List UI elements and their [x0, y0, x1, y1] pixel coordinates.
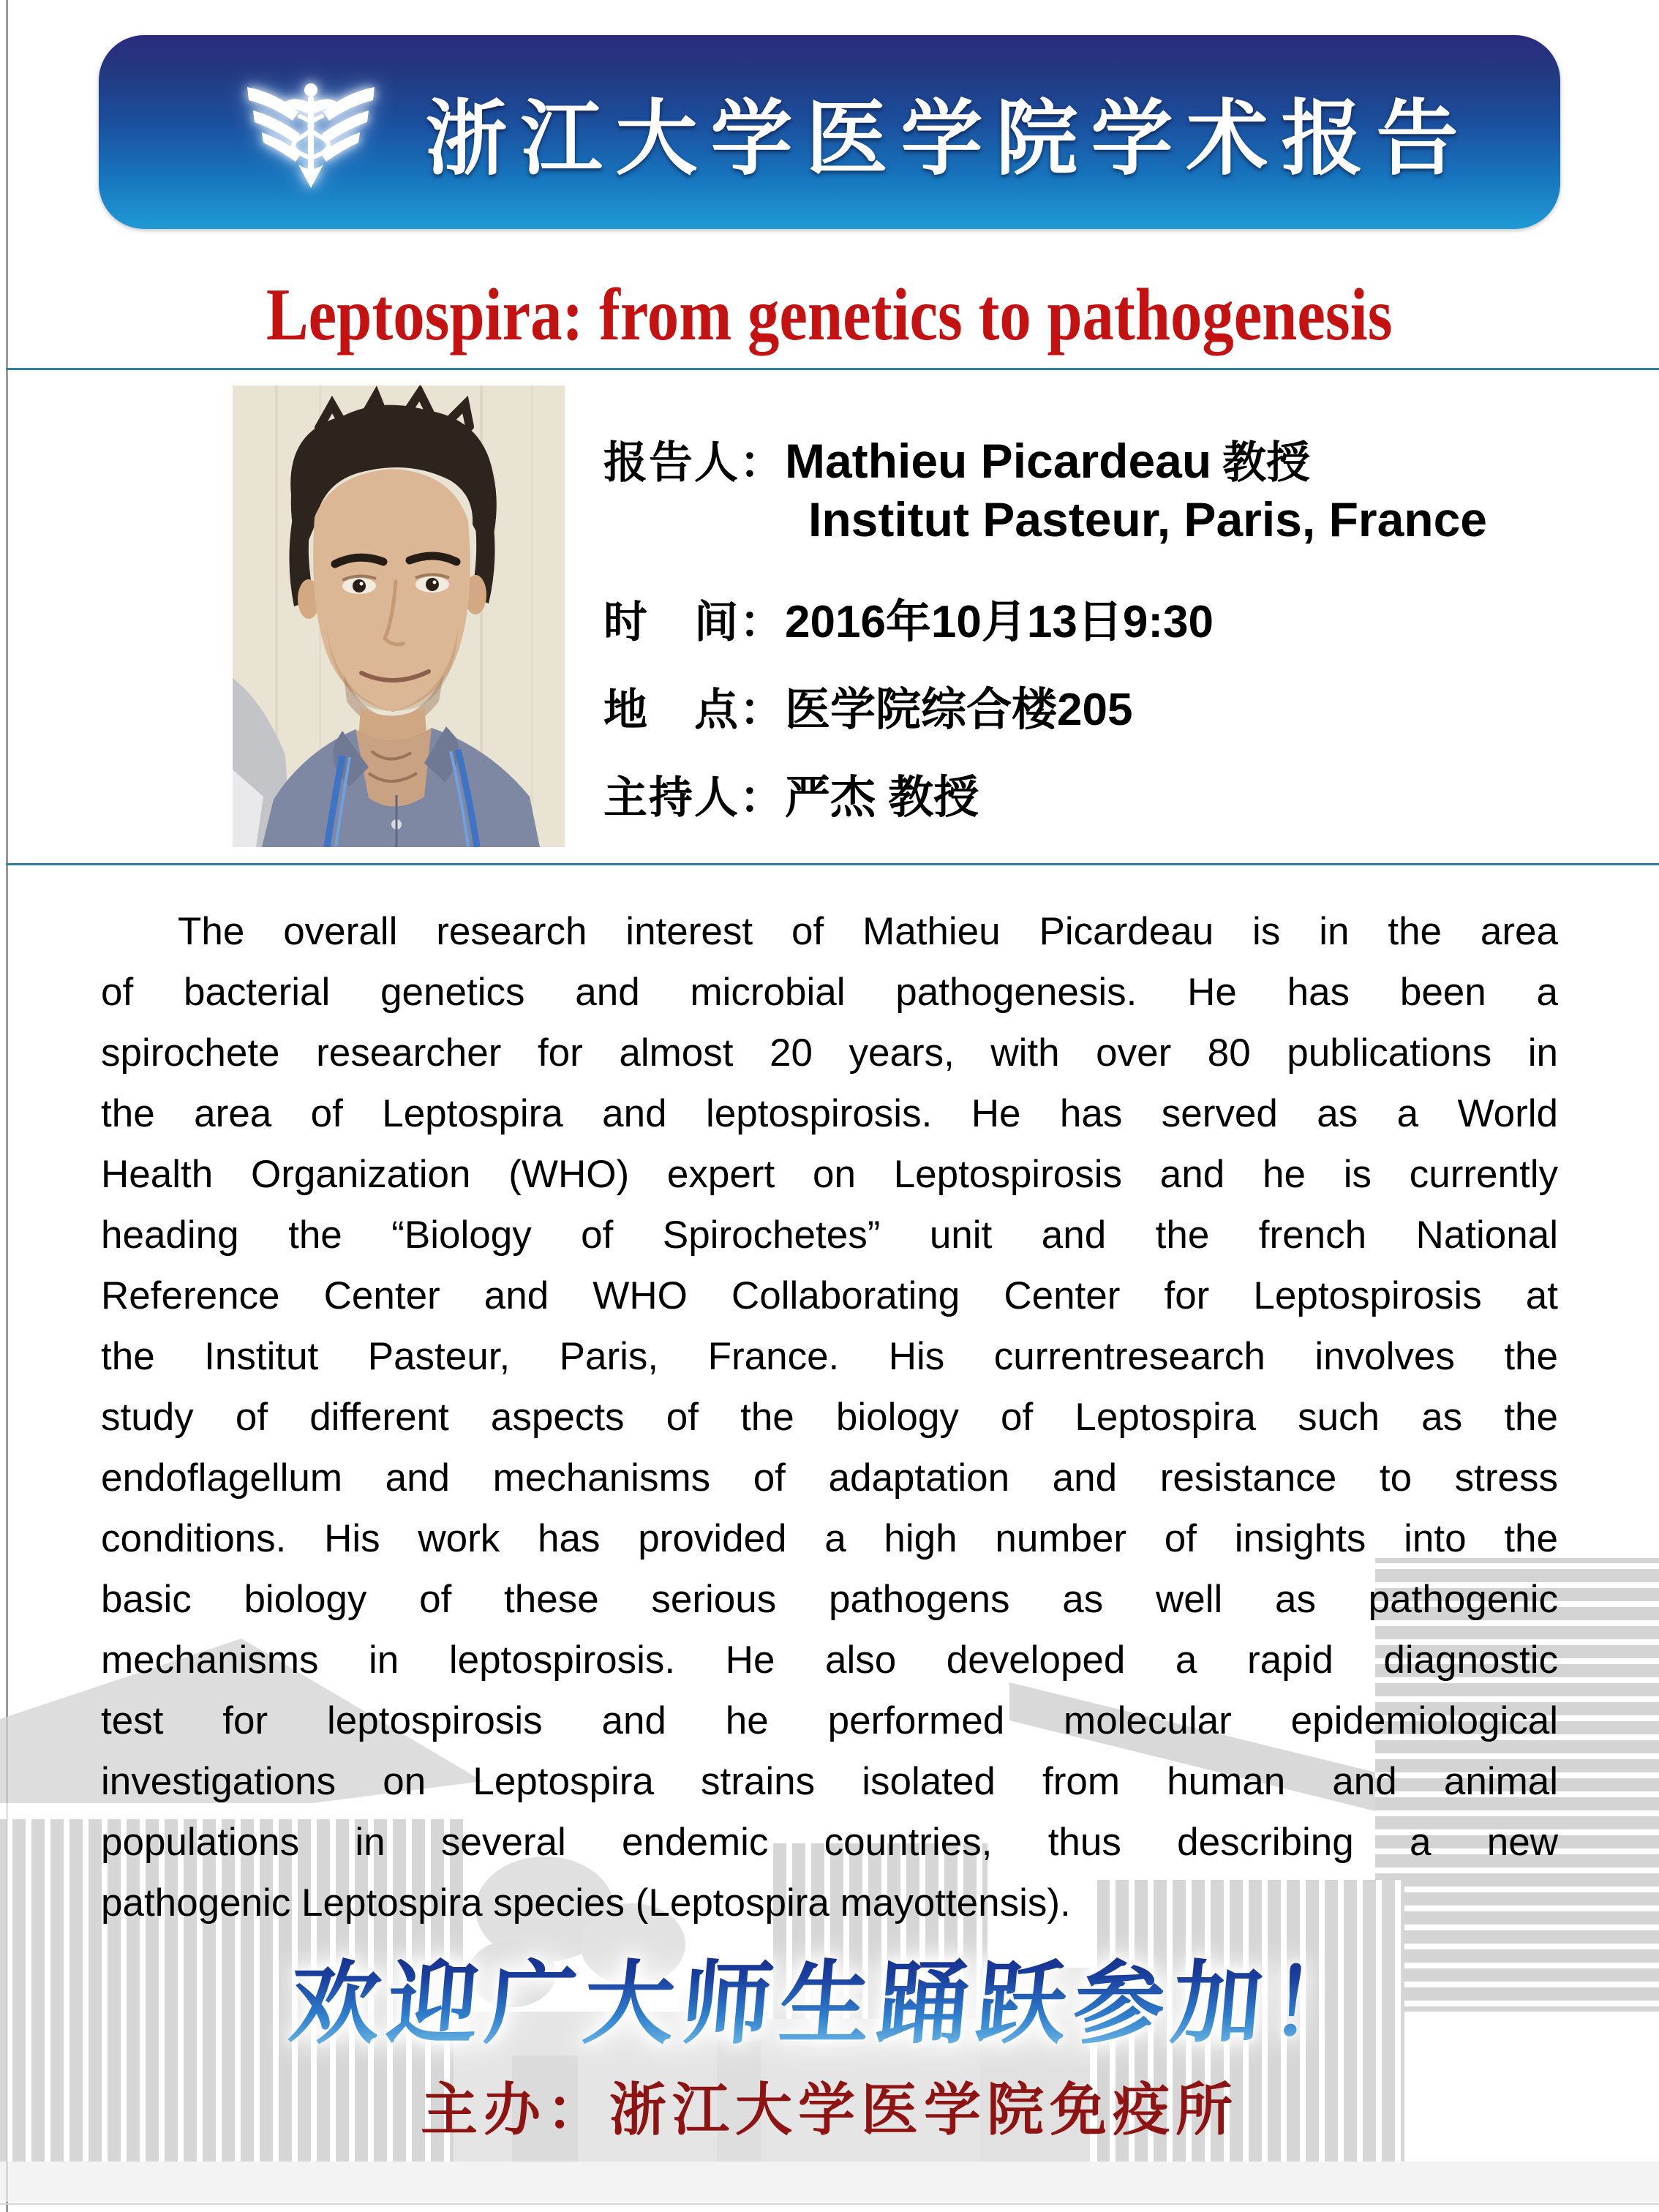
bio-line: spirochete researcher for almost 20 years, with over 80 publications in — [101, 1031, 1558, 1075]
header-banner — [99, 35, 1560, 229]
host-row — [603, 761, 979, 826]
host-value: 严杰 教授 — [785, 772, 979, 823]
bio-line: mechanisms in leptospirosis. He also developed a rapid diagnostic — [101, 1639, 1558, 1682]
affiliation-row — [808, 492, 1487, 547]
bottom-border-rule — [0, 2203, 1659, 2205]
organizer-line: 主办：浙江大学医学院免疫所 — [420, 2078, 1238, 2142]
seminar-title: Leptospira: from genetics to pathogenesis — [266, 274, 1393, 356]
bio-line: The overall research interest of Mathieu Picardeau is in the area — [178, 910, 1558, 953]
bio-line: of bacterial genetics and microbial pathogenesis. He has been a — [101, 971, 1558, 1014]
welcome-line — [0, 1931, 1659, 2061]
speaker-label: 报告人： — [603, 439, 785, 487]
bio-line: pathogenic Leptospira species (Leptospira mayottensis). — [101, 1881, 1071, 1925]
banner-title: 浙江大学医学院学术报告 — [425, 93, 1472, 184]
divider-bottom — [6, 863, 1659, 865]
bio-line: the Institut Pasteur, Paris, France. His currentresearch involves the — [101, 1335, 1558, 1378]
speaker-degree: 教授 — [1222, 439, 1311, 487]
welcome-text: 欢迎广大师生踊跃参加！ — [285, 1931, 1374, 2061]
bio-line: test for leptospirosis and he performed molecular epidemiological — [101, 1699, 1558, 1742]
speaker-photo — [233, 385, 565, 847]
bio-line: Health Organization (WHO) expert on Leptospirosis and he is currently — [101, 1153, 1558, 1196]
bio-line: Reference Center and WHO Collaborating Center for Leptospirosis at — [101, 1274, 1558, 1317]
venue-value: 医学院综合楼205 — [785, 685, 1133, 735]
bio-line: investigations on Leptospira strains isolated from human and animal — [101, 1760, 1558, 1803]
bio-line: the area of Leptospira and leptospirosis. He has served as a World — [101, 1092, 1558, 1135]
bio-line: conditions. His work has provided a high number of insights into the — [101, 1517, 1558, 1560]
bio-paragraph — [101, 901, 1558, 1933]
speaker-row — [603, 428, 1310, 491]
bio-line: basic biology of these serious pathogens as well as pathogenic — [101, 1578, 1558, 1621]
speaker-affiliation: Institut Pasteur, Paris, France — [808, 492, 1487, 546]
venue-label: 地 点： — [603, 686, 785, 734]
speaker-name: Mathieu Picardeau — [785, 434, 1212, 488]
bio-line: endoflagellum and mechanisms of adaptation and resistance to stress — [101, 1456, 1558, 1500]
bio-line: populations in several endemic countries, thus describing a new — [101, 1821, 1558, 1864]
time-value: 2016年10月13日9:30 — [785, 597, 1214, 647]
venue-row — [603, 673, 1132, 738]
bio-line: study of different aspects of the biology of Leptospira such as the — [101, 1396, 1558, 1439]
divider-top — [6, 368, 1659, 370]
host-label: 主持人： — [603, 774, 785, 822]
time-row — [603, 585, 1214, 650]
bio-line: heading the “Biology of Spirochetes” unit and the french National — [101, 1214, 1558, 1257]
time-label: 时 间： — [603, 598, 785, 647]
caduceus-wings-icon — [241, 74, 380, 191]
